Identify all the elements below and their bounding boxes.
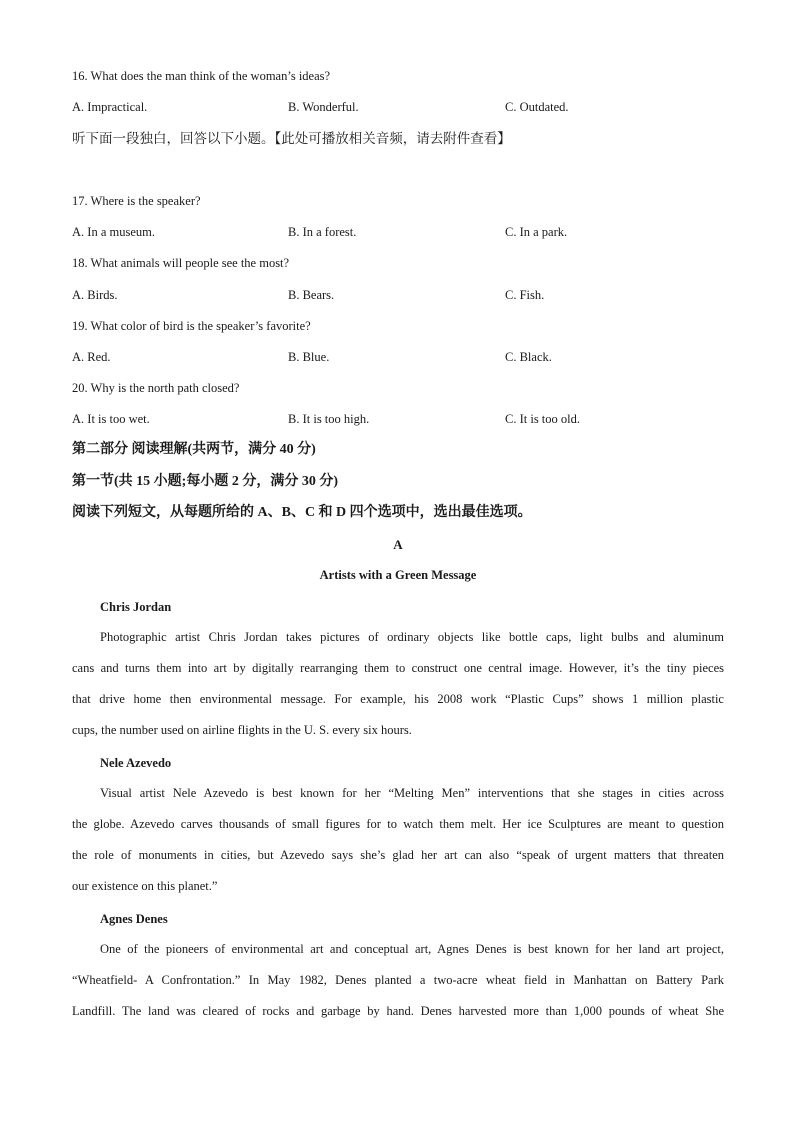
paragraph-line: our existence on this planet.” [72, 879, 218, 893]
passage-title: Artists with a Green Message [319, 568, 477, 582]
paragraph-chris-jordan [72, 622, 724, 746]
option-b: B. Wonderful. [288, 100, 359, 114]
artist-name-nele-azevedo: Nele Azevedo [100, 756, 172, 770]
section-heading: 第一节(共 15 小题;每小题 2 分，满分 30 分) [72, 474, 338, 489]
option-a: A. It is too wet. [72, 412, 150, 426]
option-c: C. Black. [505, 350, 552, 364]
part-heading: 第二部分 阅读理解(共两节，满分 40 分) [72, 442, 316, 457]
paragraph-line: that drive home then environmental message. For example, his 2008 work “Plastic Cups” shows 1 million plastic [72, 692, 724, 706]
option-c: C. It is too old. [505, 412, 581, 426]
question-20: 20. Why is the north path closed? [72, 381, 240, 395]
paragraph-nele-azevedo [72, 778, 724, 902]
option-b: B. Bears. [288, 288, 335, 302]
option-b: B. It is too high. [288, 412, 370, 426]
paragraph-agnes-denes [72, 934, 724, 1027]
paragraph-line: cups, the number used on airline flights in the U. S. every six hours. [72, 723, 412, 737]
option-a: A. In a museum. [72, 225, 155, 239]
paragraph-line: Photographic artist Chris Jordan takes pictures of ordinary objects like bottle caps, light bulbs and aluminum [100, 630, 724, 644]
paragraph-line: the role of monuments in cities, but Azevedo says she’s glad her art can also “speak of urgent matters that threaten [72, 848, 724, 862]
artist-name-agnes-denes: Agnes Denes [100, 912, 168, 926]
option-c: C. Outdated. [505, 100, 569, 114]
paragraph-line: cans and turns them into art by digitally rearranging them to construct one central image. However, it’s the tiny pieces [72, 661, 724, 675]
option-b: B. Blue. [288, 350, 330, 364]
question-16: 16. What does the man think of the woman’s ideas? [72, 69, 331, 83]
option-a: A. Red. [72, 350, 111, 364]
monologue-instruction: 听下面一段独白，回答以下小题。【此处可播放相关音频，请去附件查看】 [72, 131, 511, 146]
paragraph-line: “Wheatfield- A Confrontation.” In May 1982, Denes planted a two-acre wheat field in Manhattan on Battery Park [72, 973, 724, 987]
question-18: 18. What animals will people see the most? [72, 256, 290, 270]
option-c: C. Fish. [505, 288, 545, 302]
question-19: 19. What color of bird is the speaker’s favorite? [72, 319, 311, 333]
option-a: A. Birds. [72, 288, 118, 302]
question-17: 17. Where is the speaker? [72, 194, 201, 208]
option-c: C. In a park. [505, 225, 568, 239]
option-b: B. In a forest. [288, 225, 357, 239]
paragraph-line: One of the pioneers of environmental art and conceptual art, Agnes Denes is best known for her land art project, [100, 942, 724, 956]
paragraph-line: the globe. Azevedo carves thousands of small figures for to watch them melt. Her ice Sculptures are meant to question [72, 817, 724, 831]
passage-letter: A [393, 537, 403, 552]
reading-instruction: 阅读下列短文，从每题所给的 A、B、C 和 D 四个选项中，选出最佳选项。 [72, 505, 532, 520]
paragraph-line: Visual artist Nele Azevedo is best known for her “Melting Men” interventions that she stages in cities across [100, 786, 724, 800]
artist-name-chris-jordan: Chris Jordan [100, 600, 172, 614]
option-a: A. Impractical. [72, 100, 148, 114]
paragraph-line: Landfill. The land was cleared of rocks and garbage by hand. Denes harvested more than 1,000 pounds of wheat She [72, 1004, 724, 1018]
